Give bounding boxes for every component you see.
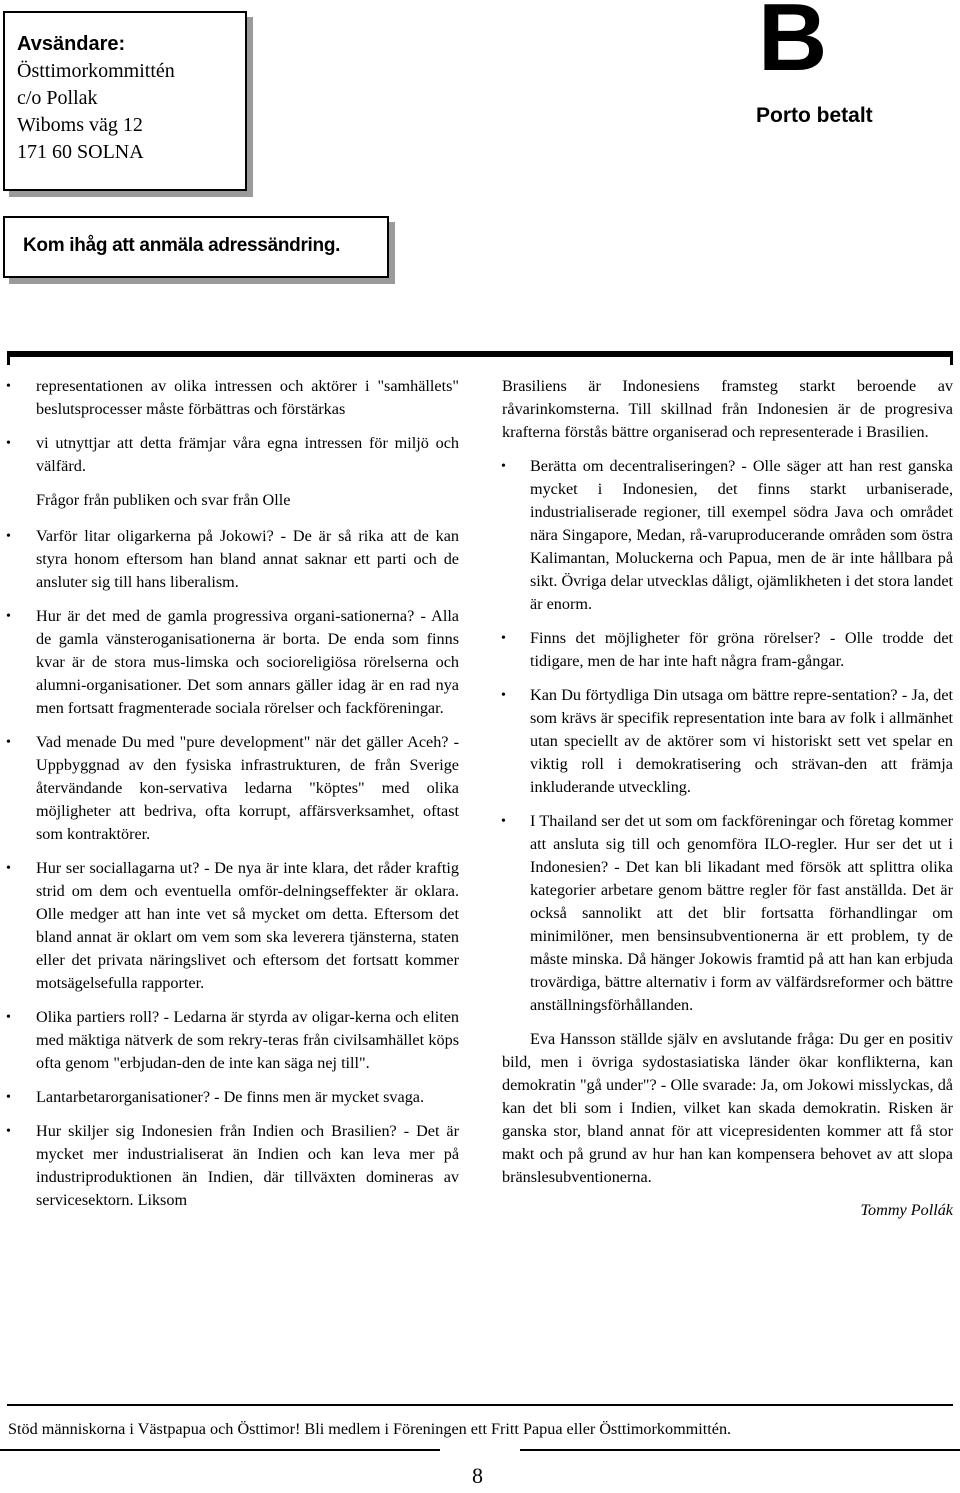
divider-tick xyxy=(7,351,10,365)
sender-label: Avsändare: xyxy=(17,33,126,55)
bullet-paragraph: • Olika partiers roll? - Ledarna är styrda av oligar-kerna och eliten med mäktiga nätverk de som rekry-teras från civilsamhället köps ofta genom "erbjudan-den de inte kan säga nej till". xyxy=(36,1006,459,1075)
author-signature: Tommy Pollák xyxy=(860,1201,953,1219)
sender-address-box xyxy=(3,11,247,191)
bullet-paragraph: • Hur ser sociallagarna ut? - De nya är inte klara, det råder kraftig strid om dem och eventuella omför-delningseffekter är oklara. Olle medger att han inte vet så mycket om detta. Eftersom det bland annat är oklart om vem som ska leverera tjänsterna, staten eller det privata näringslivet och eftersom det fortsatt kommer motsägelsefulla rapporter. xyxy=(36,857,459,995)
bullet-paragraph: • I Thailand ser det ut som om fackföreningar och företag kommer att ansluta sig till och genomföra ILO-regler. Hur ser det ut i Indonesien? - Det kan bli likadant med försök att splittra olika kategorier arbetare genom bättre regler för fast anställda. Det är också sannolikt att det blir fortsatta förhandlingar om minimilöner, men bensinsubventionerna är ett problem, ty de måste minska. Då hänger Jokowis framtid på att han kan erbjuda trovärdiga, bättre alternativ i form av välfärdsreformer och bättre anställningsförhållanden. xyxy=(502,810,953,1017)
sender-line: 171 60 SOLNA xyxy=(17,141,144,163)
address-change-reminder: Kom ihåg att anmäla adressändring. xyxy=(23,235,341,256)
bullet-paragraph: • representationen av olika intressen och aktörer i "samhällets" beslutsprocesser måste förbättras och förstärkas xyxy=(36,375,459,421)
bullet-paragraph: • Vad menade Du med "pure development" när det gäller Aceh? - Uppbyggnad av den fysiska infrastrukturen, de från Sverige återvändande kon-servativa ledarna "köptes" med olika möjligheter att bedriva, ofta korrupt, affärsverksamhet, oftast som kontraktörer. xyxy=(36,731,459,846)
page-number: 8 xyxy=(472,1463,483,1488)
article-left-column xyxy=(36,375,459,1223)
section-heading: Frågor från publiken och svar från Olle xyxy=(36,491,291,509)
bullet-paragraph: • Hur är det med de gamla progressiva organi-sationerna? - Alla de gamla vänsteroganisationerna är borta. De enda som finns kvar är de stora mus-limska och socioreligiösa rörelserna och alumni-organisationer. Det som annars gäller idag är en rad nya men fortsatt fragmenterade sociala rörelser och fackföreningar. xyxy=(36,605,459,720)
article-right-column xyxy=(502,375,953,1233)
address-change-reminder-box xyxy=(3,216,389,278)
sender-line: Östtimorkommittén xyxy=(17,60,175,82)
top-divider xyxy=(7,351,953,357)
continued-paragraph: Brasiliens är Indonesiens framsteg starkt beroende av råvarinkomsterna. Till skillnad från Indonesien är de progresiva krafterna förstås bättre organiserad och representerade i Brasilien. xyxy=(502,377,953,441)
bullet-paragraph: • vi utnyttjar att detta främjar våra egna intressen för miljö och välfärd. xyxy=(36,432,459,478)
postage-paid-label: Porto betalt xyxy=(756,104,873,127)
bullet-paragraph: • Kan Du förtydliga Din utsaga om bättre repre-sentation? - Ja, det som krävs är specifik representation inte bara av folk i allmänhet utan speciellt av de aktörer som vi historiskt sett vet spelar en viktig roll i demokratisering och strävan-den att främja inkluderande utveckling. xyxy=(502,684,953,799)
bullet-paragraph: • Finns det möjligheter för gröna rörelser? - Olle trodde det tidigare, men de har inte haft några fram-gångar. xyxy=(502,627,953,673)
bottom-divider xyxy=(7,1404,953,1406)
footer-divider-left xyxy=(0,1449,440,1451)
sender-line: Wiboms väg 12 xyxy=(17,114,143,136)
footer-divider-right xyxy=(520,1449,960,1451)
postage-class-letter: B xyxy=(758,0,828,91)
closing-paragraph: Eva Hansson ställde själv en avslutande fråga: Du ger en positiv bild, men i övriga sydostasiatiska länder ökar konflikterna, kan demokratin "gå under"? - Olle svarade: Ja, om Jokowi misslyckas, då kan det bli som i Indien, vilket kan skada demokratin. Risken är ganska stor, bland annat för att vicepresidenten kommer att få stor makt och på grund av hur han kan kompensera behovet av att slopa bränslesubventionerna. xyxy=(502,1030,953,1186)
bullet-paragraph: • Varför litar oligarkerna på Jokowi? - De är så rika att de kan styra honom eftersom han bland annat saknar ett parti och de ansluter sig till hans liberalism. xyxy=(36,525,459,594)
bullet-paragraph: • Hur skiljer sig Indonesien från Indien och Brasilien? - Det är mycket mer industrialiserat än Indien och kan leva mer på industriproduktionen än Indien, där tillväxten domineras av servicesektorn. Liksom xyxy=(36,1120,459,1212)
sender-line: c/o Pollak xyxy=(17,87,98,109)
bullet-paragraph: • Berätta om decentraliseringen? - Olle säger att han rest ganska mycket i Indonesien, det finns starkt urbaniserade, industrialiserade regioner, till exempel södra Java och området nära Singapore, Medan, rå-varuproducerande områden som östra Kalimantan, Moluckerna och Papua, men de är inte hållbara på sikt. Övriga delar utvecklas dåligt, ojämlikheten i det stora landet är enorm. xyxy=(502,455,953,616)
footer-appeal: Stöd människorna i Västpapua och Östtimor! Bli medlem i Föreningen ett Fritt Papua eller Östtimorkommittén. xyxy=(8,1420,732,1438)
bullet-paragraph: • Lantarbetarorganisationer? - De finns men är mycket svaga. xyxy=(36,1086,459,1109)
divider-tick xyxy=(950,351,953,365)
